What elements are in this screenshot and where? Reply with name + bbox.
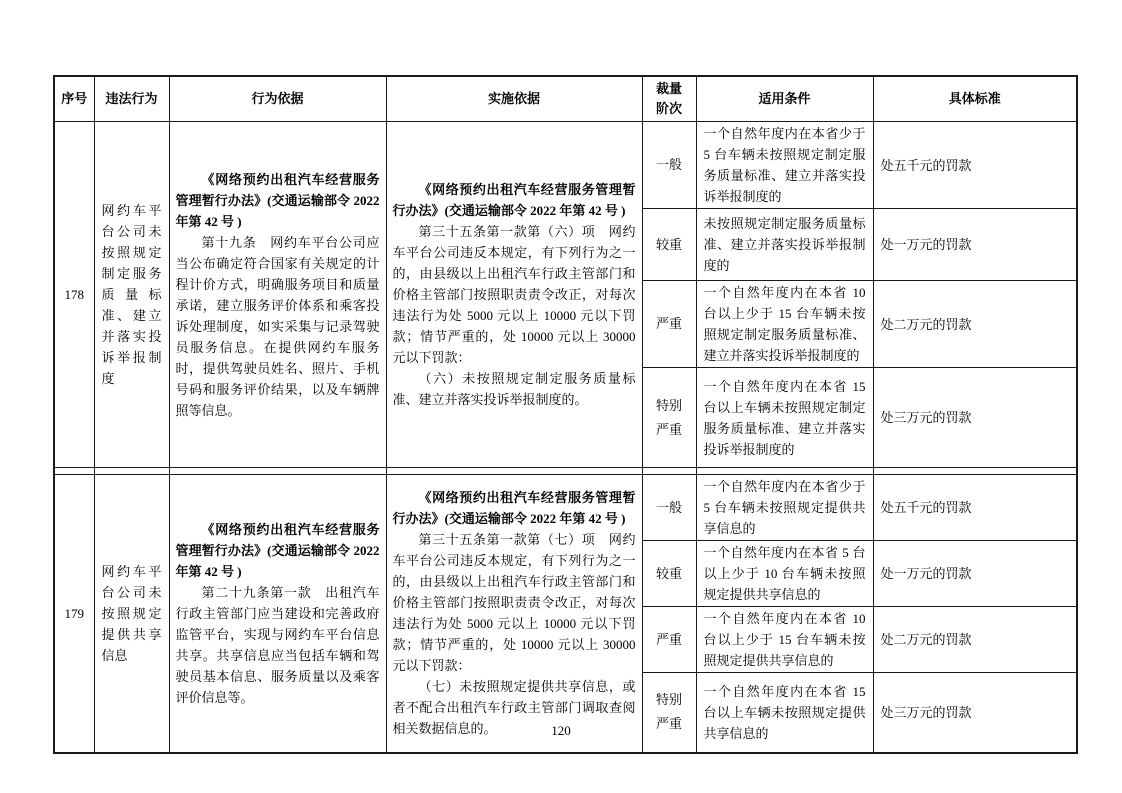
col-header-behavior-basis: 行为依据 xyxy=(169,76,386,122)
table-header-row xyxy=(54,76,1077,122)
law-title: 《网络预约出租汽车经营服务管理暂行办法》(交通运输部令 2022 年第 42 号 ) xyxy=(175,171,380,229)
standard-cell: 处三万元的罚款 xyxy=(873,673,1077,753)
law-title: 《网络预约出租汽车经营服务管理暂行办法》(交通运输部令 2022 年第 42 号 ) xyxy=(392,182,636,218)
condition-cell: 一个自然年度内在本省 5 台以上少于 10 台车辆未按照规定提供共享信息的 xyxy=(696,541,873,607)
behavior-basis-cell xyxy=(169,475,386,753)
law-paragraph: （六）未按照规定制定服务质量标准、建立并落实投诉举报制度的。 xyxy=(392,371,636,407)
seq-cell: 178 xyxy=(54,122,94,468)
implementation-basis-cell xyxy=(386,122,642,468)
condition-cell: 一个自然年度内在本省少于 5 台车辆未按照规定提供共享信息的 xyxy=(696,475,873,541)
tier-level-cell: 特别严重 xyxy=(642,368,696,468)
tier-level-cell: 特别严重 xyxy=(642,673,696,753)
standard-cell: 处二万元的罚款 xyxy=(873,281,1077,368)
tier-level-cell: 较重 xyxy=(642,541,696,607)
tier-level-cell: 严重 xyxy=(642,607,696,673)
violation-cell: 网约车平台公司未按照规定提供共享信息 xyxy=(94,475,169,753)
standard-cell: 处二万元的罚款 xyxy=(873,607,1077,673)
law-paragraph: 第三十五条第一款第（七）项 网约车平台公司违反本规定，有下列行为之一的，由县级以上出租汽车行政主管部门和价格主管部门按照职责责令改正，对每次违法行为处 5000 元以上 10000 元以下罚款；情节严重的，处 10000 元以上 30000 元以下罚款： xyxy=(392,532,636,674)
tier-level-cell: 严重 xyxy=(642,281,696,368)
table-row xyxy=(54,122,1077,209)
condition-cell: 未按照规定制定服务质量标准、建立并落实投诉举报制度的 xyxy=(696,209,873,281)
condition-cell: 一个自然年度内在本省 15 台以上车辆未按照规定制定服务质量标准、建立并落实投诉举报制度的 xyxy=(696,368,873,468)
col-header-standard: 具体标准 xyxy=(873,76,1077,122)
law-paragraph: 第三十五条第一款第（六）项 网约车平台公司违反本规定，有下列行为之一的，由县级以上出租汽车行政主管部门和价格主管部门按照职责责令改正，对每次违法行为处 5000 元以上 10000 元以下罚款；情节严重的，处 10000 元以上 30000 元以下罚款： xyxy=(392,224,636,365)
col-header-condition: 适用条件 xyxy=(696,76,873,122)
row-gap-spacer xyxy=(54,468,1077,475)
law-paragraph: （七）未按照规定提供共享信息，或者不配合出租汽车行政主管部门调取查阅相关数据信息的。 xyxy=(392,679,636,737)
violation-cell: 网约车平台公司未按照规定制定服务质量标准、建立并落实投诉举报制度 xyxy=(94,122,169,468)
law-paragraph: 第十九条 网约车平台公司应当公布确定符合国家有关规定的计程计价方式，明确服务项目和质量承诺，建立服务评价体系和乘客投诉处理制度，如实采集与记录驾驶员服务信息。在提供网约车服务时，提供驾驶员姓名、照片、手机号码和服务评价结果，以及车辆牌照等信息。 xyxy=(175,234,380,418)
tier-level-cell: 一般 xyxy=(642,122,696,209)
table-row xyxy=(54,475,1077,541)
seq-cell: 179 xyxy=(54,475,94,753)
document-page xyxy=(53,75,1076,754)
condition-cell: 一个自然年度内在本省 10 台以上少于 15 台车辆未按照规定提供共享信息的 xyxy=(696,607,873,673)
standard-cell: 处一万元的罚款 xyxy=(873,209,1077,281)
law-paragraph: 第二十九条第一款 出租汽车行政主管部门应当建设和完善政府监管平台，实现与网约车平台信息共享。共享信息应当包括车辆和驾驶员基本信息、服务质量以及乘客评价信息等。 xyxy=(175,584,380,705)
col-header-seq: 序号 xyxy=(54,76,94,122)
penalty-table xyxy=(53,75,1078,754)
law-title: 《网络预约出租汽车经营服务管理暂行办法》(交通运输部令 2022 年第 42 号 ) xyxy=(392,490,636,527)
law-title: 《网络预约出租汽车经营服务管理暂行办法》(交通运输部令 2022 年第 42 号 ) xyxy=(175,521,380,579)
implementation-basis-cell xyxy=(386,475,642,753)
condition-cell: 一个自然年度内在本省 10 台以上少于 15 台车辆未按照规定制定服务质量标准、建立并落实投诉举报制度的 xyxy=(696,281,873,368)
standard-cell: 处五千元的罚款 xyxy=(873,122,1077,209)
page-number: 120 xyxy=(551,723,571,738)
behavior-basis-cell xyxy=(169,122,386,468)
col-header-tier: 裁量阶次 xyxy=(642,76,696,122)
tier-level-cell: 一般 xyxy=(642,475,696,541)
col-header-implementation-basis: 实施依据 xyxy=(386,76,642,122)
tier-level-cell: 较重 xyxy=(642,209,696,281)
condition-cell: 一个自然年度内在本省少于 5 台车辆未按照规定制定服务质量标准、建立并落实投诉举报制度的 xyxy=(696,122,873,209)
condition-cell: 一个自然年度内在本省 15 台以上车辆未按照规定提供共享信息的 xyxy=(696,673,873,753)
col-header-violation: 违法行为 xyxy=(94,76,169,122)
standard-cell: 处五千元的罚款 xyxy=(873,475,1077,541)
standard-cell: 处一万元的罚款 xyxy=(873,541,1077,607)
standard-cell: 处三万元的罚款 xyxy=(873,368,1077,468)
